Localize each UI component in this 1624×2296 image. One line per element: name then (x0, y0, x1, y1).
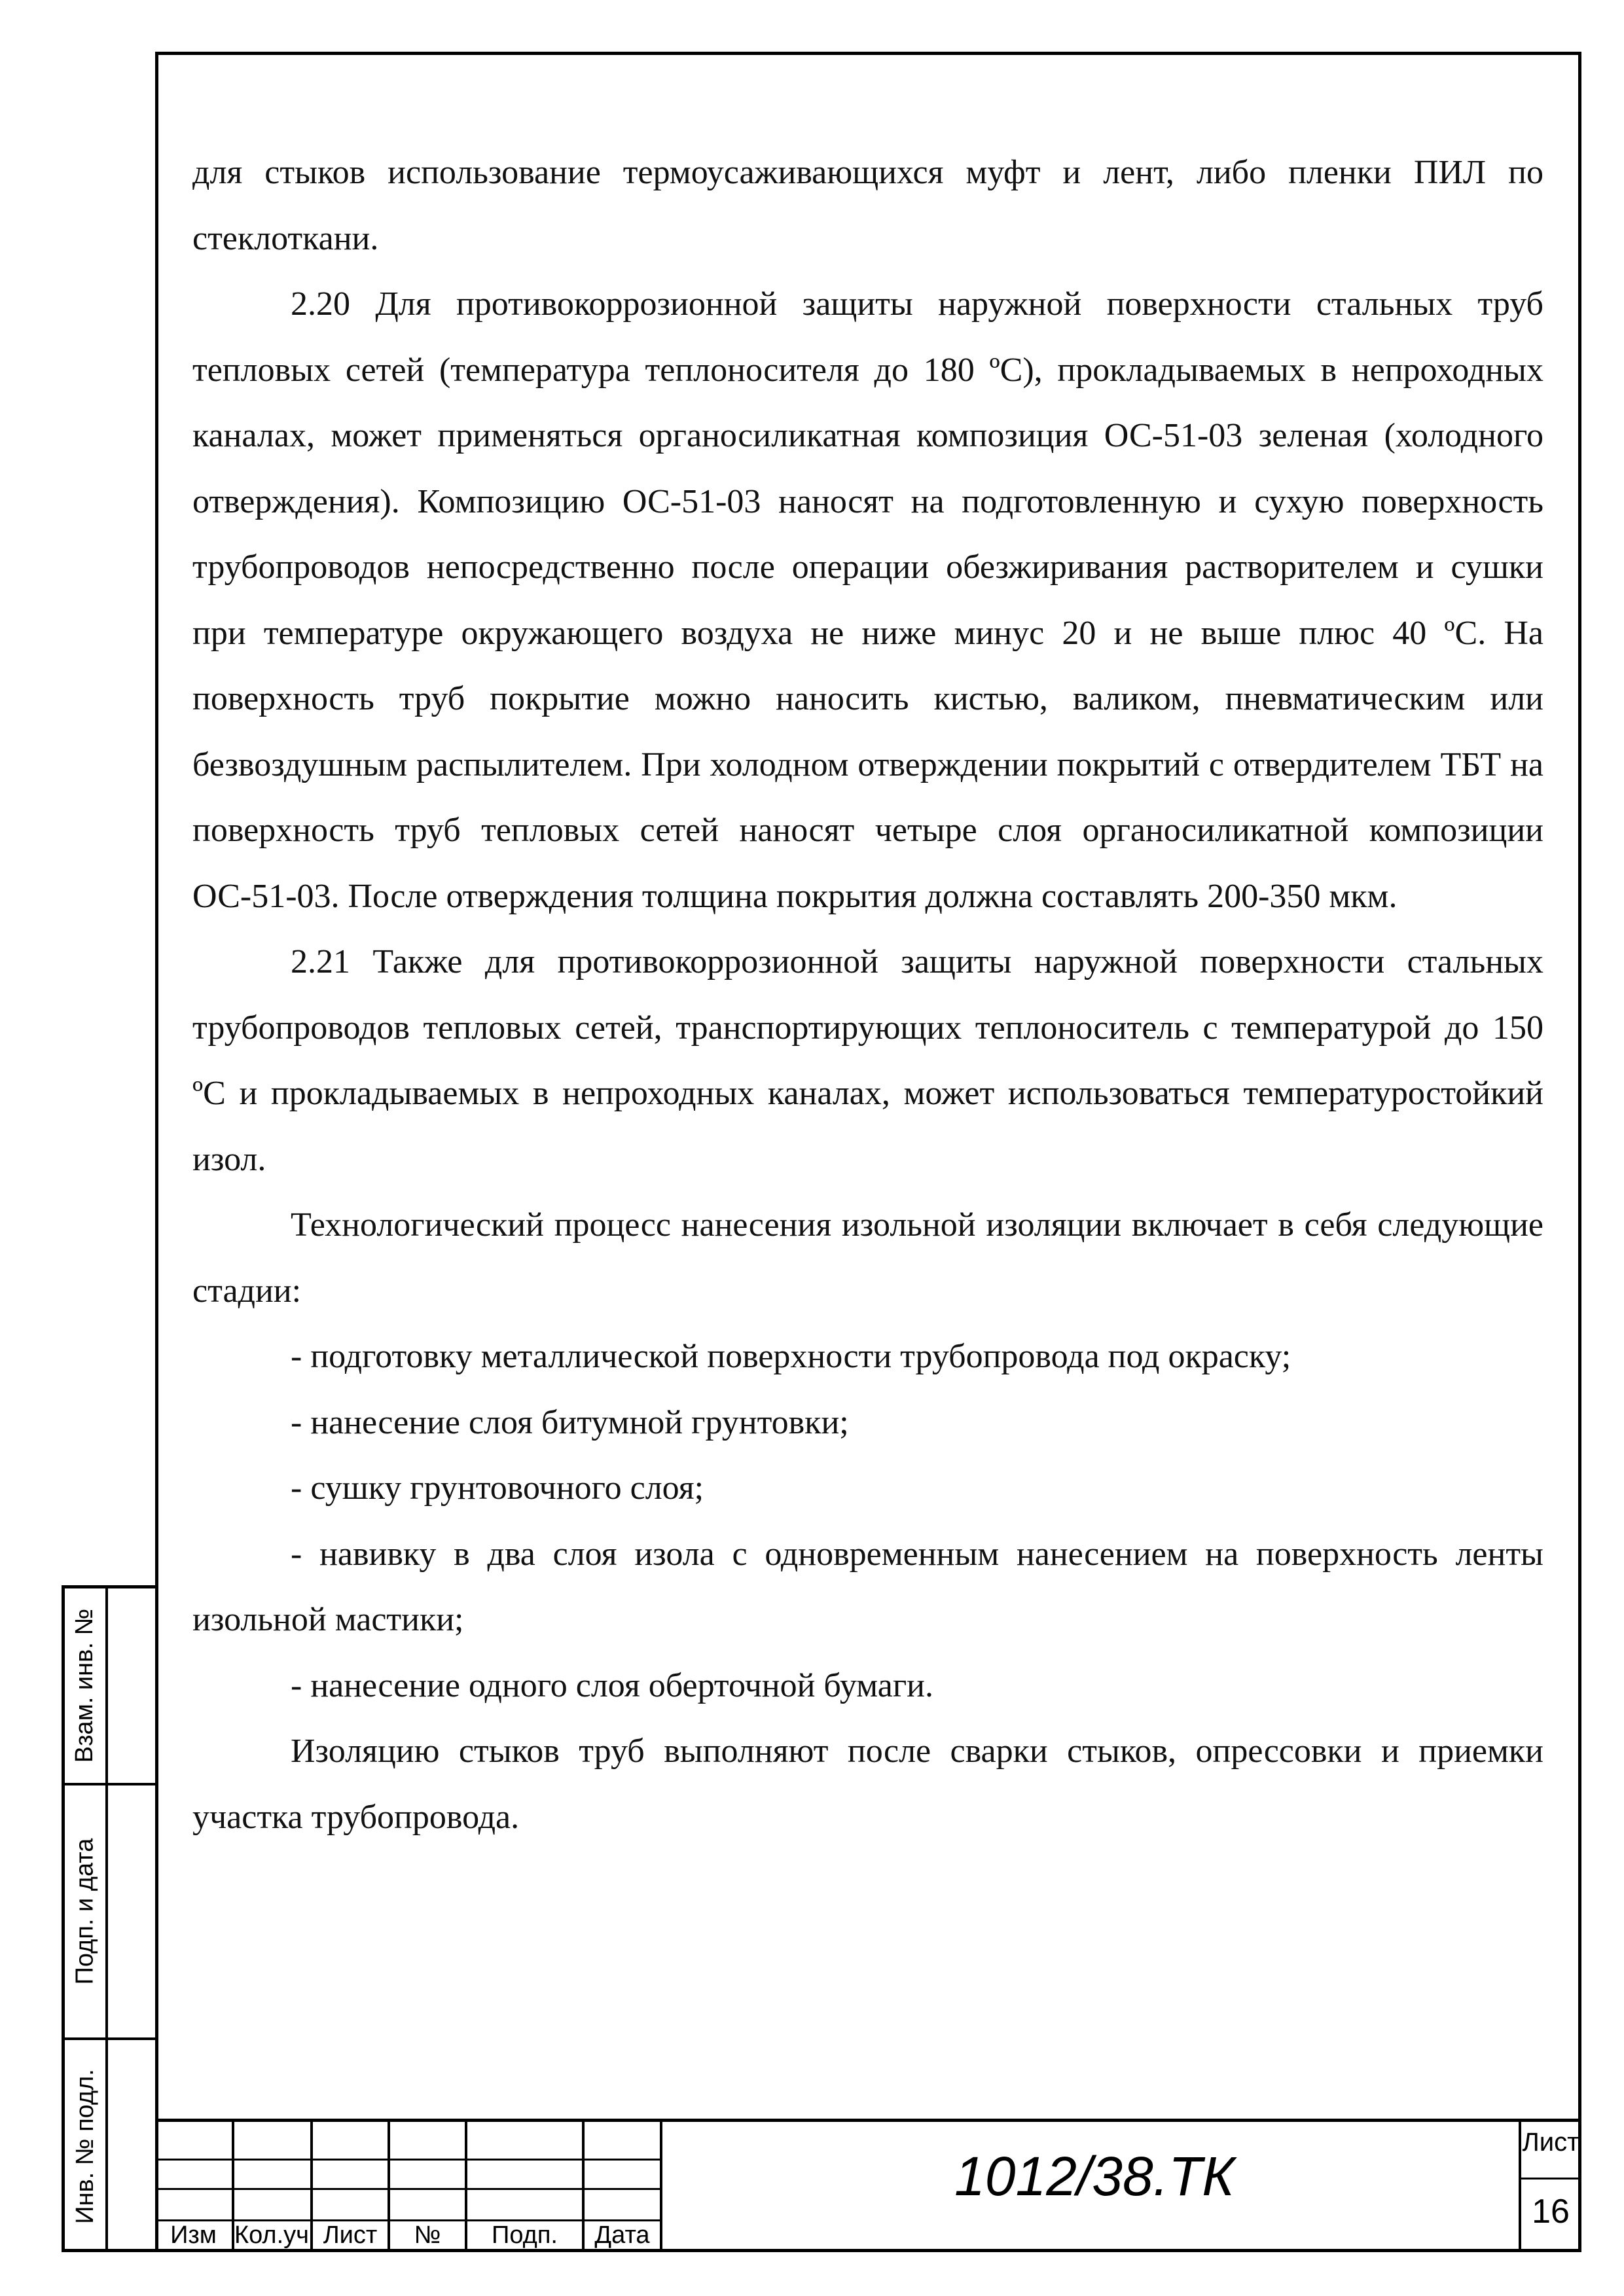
title-block (155, 2119, 1581, 2252)
paragraph: Изоляцию стыков труб выполняют после сварки стыков, опрессовки и приемки участка трубопровода. (192, 1732, 1543, 1836)
column-header: Дата (594, 2221, 650, 2249)
column-header: Лист (323, 2221, 378, 2249)
paragraph: для стыков использование термоусаживающихся муфт и лент, либо пленки ПИЛ по стеклоткани. (192, 154, 1543, 257)
stamp-cell-vzam (65, 1588, 105, 1783)
stamp-label-inv: Инв. № подл. (71, 2068, 99, 2224)
title-block-divider (660, 2119, 662, 2252)
stamp-label-podp: Подп. и дата (71, 1838, 99, 1985)
list-item: - нанесение слоя битумной грунтовки; (291, 1403, 849, 1441)
list-item: - нанесение одного слоя оберточной бумаги. (291, 1666, 933, 1704)
document-code: 1012/38.ТК (954, 2145, 1235, 2207)
title-block-border (155, 2119, 1581, 2122)
title-block-divider (1519, 2178, 1581, 2179)
list-item: - навивку в два слоя изола с одновременным нанесением на поверхность ленты изольной мастики; (192, 1535, 1543, 1638)
list-item: - сушку грунтовочного слоя; (291, 1469, 704, 1507)
list-item: - подготовку металлической поверхности трубопровода под окраску; (291, 1338, 1291, 1375)
title-block-divider (155, 2188, 661, 2190)
stamp-divider (105, 1588, 108, 2252)
document-body (192, 140, 1543, 1850)
sheet-label: Лист (1522, 2128, 1579, 2157)
column-header: Изм (170, 2221, 217, 2249)
column-header: № (414, 2221, 441, 2249)
stamp-label-vzam: Взам. инв. № (71, 1608, 99, 1763)
paragraph: 2.20 Для противокоррозионной защиты наружной поверхности стальных труб тепловых сетей (температура теплоносителя до 180 ºС), прокладываемых в непроходных каналах, может применяться органосиликатная композиция ОС-51-03 зеленая (холодного отверждения). Композицию ОС-51-03 наносят на подготовленную и сухую поверхность трубопроводов непосредственно после операции обезжиривания растворителем и сушки при температуре окружающего воздуха не ниже минус 20 и не выше плюс 40 ºС. На поверхность труб покрытие можно наносить кистью, валиком, пневматическим или безвоздушным распылителем. При холодном отверждении покрытий с отвердителем ТБТ на поверхность труб тепловых сетей наносят четыре слоя органосиликатной композиции ОС-51-03. После отверждения толщина покрытия должна составлять 200-350 мкм. (192, 285, 1543, 915)
paragraph: 2.21 Также для противокоррозионной защиты наружной поверхности стальных трубопроводов тепловых сетей, транспортирующих теплоноситель с температурой до 150 ºС и прокладываемых в непроходных каналах, может использоваться температуростойкий изол. (192, 943, 1543, 1178)
title-block-divider (155, 2159, 661, 2161)
stamp-cell-inv (65, 2040, 105, 2252)
column-header: Подп. (492, 2221, 558, 2249)
column-header: Кол.уч (234, 2221, 309, 2249)
stamp-cell-podp (65, 1785, 105, 2037)
sheet-number: 16 (1532, 2193, 1570, 2231)
binding-stamp (62, 1585, 155, 2252)
paragraph: Технологический процесс нанесения изольной изоляции включает в себя следующие стадии: (192, 1206, 1543, 1310)
